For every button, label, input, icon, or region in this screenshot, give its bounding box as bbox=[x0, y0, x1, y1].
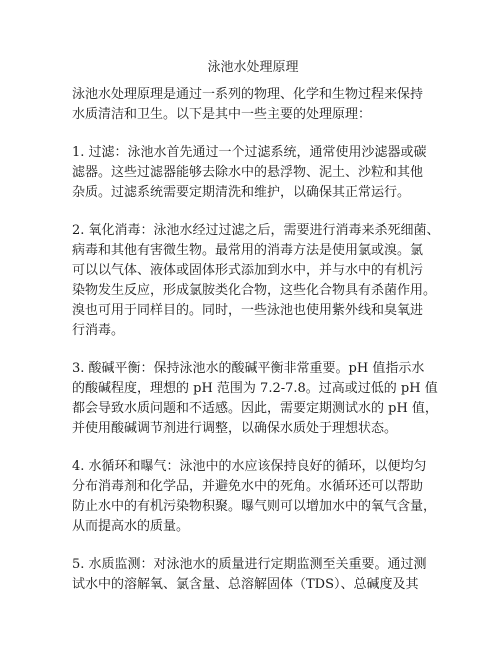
paragraph-intro bbox=[72, 85, 434, 125]
text-line: 溴也可用于同样目的。同时，一些泳池也使用紫外线和臭氧进 bbox=[72, 303, 424, 318]
text-line: 3. 酸碱平衡：保持泳池水的酸碱平衡非常重要。pH 值指示水 bbox=[72, 361, 425, 376]
text-line: 4. 水循环和曝气：泳池中的水应该保持良好的循环，以便均匀 bbox=[72, 459, 427, 474]
paragraph-ph-balance bbox=[72, 359, 438, 439]
text-line: 行消毒。 bbox=[72, 323, 125, 338]
text-line: 滤器。这些过滤器能够去除水中的悬浮物、泥土、沙粒和其他 bbox=[72, 165, 424, 180]
text-line: 并使用酸碱调节剂进行调整，以确保水质处于理想状态。 bbox=[72, 421, 398, 436]
text-line: 5. 水质监测：对泳池水的质量进行定期监测至关重要。通过测 bbox=[72, 557, 427, 572]
text-line: 2. 氧化消毒：泳池水经过过滤之后，需要进行消毒来杀死细菌、 bbox=[72, 223, 440, 238]
text-line: 1. 过滤：泳池水首先通过一个过滤系统，通常使用沙滤器或碳 bbox=[72, 145, 427, 160]
text-line: 染物发生反应，形成氯胺类化合物，这些化合物具有杀菌作用。 bbox=[72, 283, 437, 298]
paragraph-oxidation-disinfection bbox=[72, 221, 440, 341]
paragraph-water-monitoring bbox=[72, 555, 434, 595]
text-line: 从而提高水的质量。 bbox=[72, 519, 190, 534]
text-line: 都会导致水质问题和不适感。因此，需要定期测试水的 pH 值， bbox=[72, 401, 438, 416]
text-line: 分布消毒剂和化学品，并避免水中的死角。水循环还可以帮助 bbox=[72, 479, 424, 494]
text-line: 的酸碱程度，理想的 pH 范围为 7.2-7.8。过高或过低的 pH 值 bbox=[72, 381, 438, 396]
text-line: 杂质。过滤系统需要定期清洗和维护，以确保其正常运行。 bbox=[72, 185, 411, 200]
paragraph-filtration bbox=[72, 143, 434, 203]
document-title: 泳池水处理原理 bbox=[207, 60, 299, 75]
text-line: 试水中的溶解氧、氯含量、总溶解固体（TDS）、总碱度及其 bbox=[72, 577, 419, 592]
text-line: 病毒和其他有害微生物。最常用的消毒方法是使用氯或溴。氯 bbox=[72, 243, 424, 258]
text-line: 可以以气体、液体或固体形式添加到水中，并与水中的有机污 bbox=[72, 263, 424, 278]
text-line: 防止水中的有机污染物积聚。曝气则可以增加水中的氧气含量， bbox=[72, 499, 437, 514]
paragraph-circulation-aeration bbox=[72, 457, 437, 537]
text-line: 水质清洁和卫生。以下是其中一些主要的处理原理： bbox=[72, 107, 372, 122]
text-line: 泳池水处理原理是通过一系列的物理、化学和生物过程来保持 bbox=[72, 87, 424, 102]
